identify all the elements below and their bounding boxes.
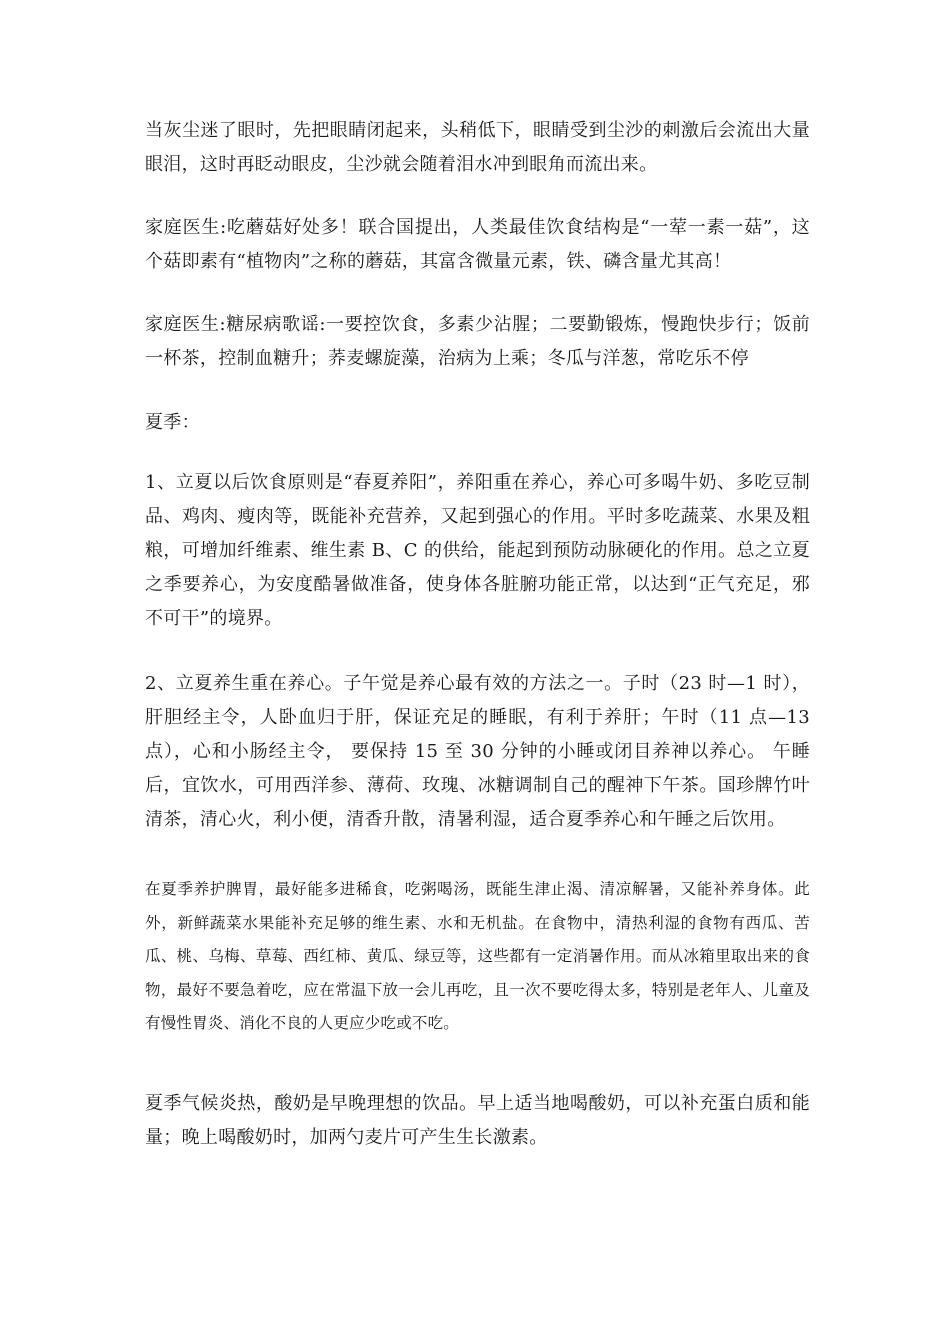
paragraph-yogurt: 夏季气候炎热，酸奶是早晚理想的饮品。早上适当地喝酸奶，可以补充蛋白质和能量；晚上喝酸奶时，加两勺麦片可产生生长激素。 — [145, 1093, 810, 1148]
paragraph-mushroom-benefits: 家庭医生:吃蘑菇好处多！联合国提出，人类最佳饮食结构是“一荤一素一菇”，这个菇即素有“植物肉”之称的蘑菇，其富含微量元素，铁、磷含量尤其高！ — [145, 217, 810, 272]
paragraph-summer-rest: 2、立夏养生重在养心。子午觉是养心最有效的方法之一。子时（23 时—1 时），肝胆经主令，人卧血归于肝，保证充足的睡眠，有利于养肝；午时（11 点—13 点），心和小肠经主令， 要保持 15 至 30 分钟的小睡或闭目养神以养心。 午睡后，宜饮水，可用西洋参、薄荷、玫瑰、冰糖调制自己的醒神下午茶。国珍牌竹叶清茶，清心火，利小便，清香升散，清暑利湿，适合夏季养心和午睡之后饮用。 — [145, 673, 810, 830]
paragraph-dust-in-eye: 当灰尘迷了眼时，先把眼睛闭起来，头稍低下，眼睛受到尘沙的刺激后会流出大量眼泪，这时再眨动眼皮，尘沙就会随着泪水冲到眼角而流出来。 — [145, 120, 810, 175]
section-heading-summer: 夏季： — [145, 412, 200, 433]
paragraph-diabetes-rhyme: 家庭医生:糖尿病歌谣:一要控饮食，多素少沾腥；二要勤锻炼，慢跑快步行；饭前一杯茶，控制血糖升；荞麦螺旋藻，治病为上乘；冬瓜与洋葱，常吃乐不停 — [145, 314, 810, 369]
paragraph-spleen-stomach: 在夏季养护脾胃，最好能多进稀食，吃粥喝汤，既能生津止渴、清凉解暑，又能补养身体。此外，新鲜蔬菜水果能补充足够的维生素、水和无机盐。在食物中，清热利湿的食物有西瓜、苦瓜、桃、乌梅、草莓、西红柿、黄瓜、绿豆等，这些都有一定消暑作用。而从冰箱里取出来的食物，最好不要急着吃，应在常温下放一会儿再吃，且一次不要吃得太多，特别是老年人、儿童及有慢性胃炎、消化不良的人更应少吃或不吃。 — [145, 880, 810, 1032]
paragraph-summer-diet: 1、立夏以后饮食原则是“春夏养阳”，养阳重在养心，养心可多喝牛奶、多吃豆制品、鸡肉、瘦肉等，既能补充营养，又起到强心的作用。平时多吃蔬菜、水果及粗粮，可增加纤维素、维生素 B、C 的供给，能起到预防动脉硬化的作用。总之立夏之季要养心，为安度酷暑做准备，使身体各脏腑功能正常，以达到“正气充足，邪不可干”的境界。 — [145, 472, 810, 629]
